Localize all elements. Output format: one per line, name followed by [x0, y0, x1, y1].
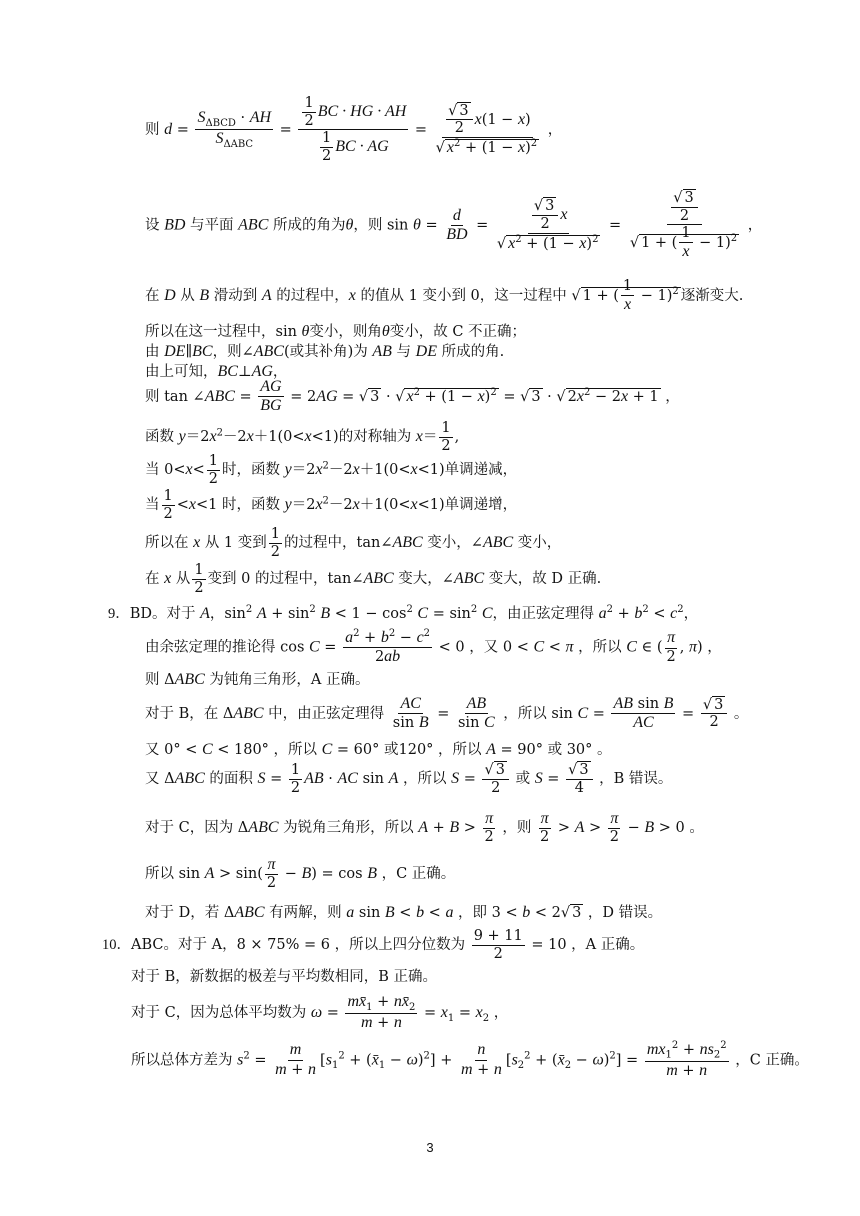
- line-22: 10．ABC。对于 A，8 × 75% = 6 ，所以上四分位数为 $\frac{9 + 11}{2}$ = 10 ，A 正确。: [102, 928, 645, 962]
- line-11: 所以在 x 从 1 变到 $\frac{1}{2}$ 的过程中，tan∠ABC 变小，∠ABC 变小，: [145, 526, 562, 560]
- line-12: 在 x 从 $\frac{1}{2}$ 变到 0 的过程中，tan∠ABC 变大，∠ABC 变大，故 D 正确.: [145, 562, 602, 596]
- line-13: 9．BD。对于 A，$\sin^2 A + \sin^2 B < 1 - \cos^2 C = \sin^2 C$，由正弦定理得 $a^2 + b^2 < c^2$，: [108, 604, 699, 622]
- line-17: 又 0° < C < 180° ，所以 C = 60° 或120° ，所以 A = 90° 或 30° 。: [145, 741, 612, 758]
- line-25: 所以总体方差为 $s^2$ = $\frac{m}{m + n}$ [$s_1^2$ + $(x̄_1 - \omega)^2$] + $\frac{n}{m + n}$ [$s_2^2$ + $(x̄_2 - \omega)^2$] = $\frac{mx_1^2 + ns_2^2}{m + n}$ ，C 正确。: [131, 1040, 809, 1080]
- line-14: 由余弦定理的推论得 cos C = $\frac{a^2 + b^2 - c^2}{2ab}$ < 0 ，又 0 < C < π ，所以 C ∈ ( $\frac{\pi}{2}$ , π) ，: [145, 628, 722, 666]
- line-10: 当 $\frac{1}{2}$ <x<1 时，函数 $y=2x^2-2x+1(0<x<1)$单调递增，: [145, 488, 518, 522]
- line-18: 又 ΔABC 的面积 S = $\frac{1}{2}$ AB · AC sin A ，所以 S = $\frac{√ 3}{2}$ 或 S = $\frac{√ 3}{4}$ ，B 错误。: [145, 762, 673, 796]
- line-8: 函数 $y=2x^2-2x+1(0<x<1)$的对称轴为 x＝ $\frac{1}{2}$ ,: [145, 420, 460, 454]
- line-5: 由 DE∥BC，则∠ABC(或其补角)为 AB 与 DE 所成的角.: [145, 343, 505, 360]
- line-1: 则 d = $\frac{S_{\Delta BCD} \cdot AH}{S_{\Delta ABC}}$ = $\frac{1}{2}$ BC · HG · AH $\frac{1}{2}$ BC · AG = $\frac{√ 3}{2}$ x(1 − x) √ $x^2 + (1 - x)^2$ ，: [145, 95, 563, 165]
- line-7: 则 tan ∠ABC = $\frac{AG}{BG}$ = 2AG = √ 3 · √ $x^2 + (1 - x)^2$ = √ 3 · √ $2x^2 - 2x + 1$ ，: [145, 378, 680, 415]
- line-6: 由上可知，BC⊥AG，: [145, 363, 288, 380]
- line-9: 当 0<x< $\frac{1}{2}$ 时，函数 $y=2x^2-2x+1(0<x<1)$单调递减，: [145, 453, 518, 487]
- line-16: 对于 B，在 ΔABC 中，由正弦定理得 $\frac{AC}{\text{sin B}}$ = $\frac{AB}{\text{sin C}}$ ，所以 sin C = $\frac{\text{AB sin B}}{AC}$ = $\frac{√ 3}{2}$ 。: [145, 695, 749, 732]
- line-20: 所以 sin A > sin( $\frac{\pi}{2}$ − B) = cos B ，C 正确。: [145, 856, 456, 892]
- line-3: 在 D 从 B 滑动到 A 的过程中，x 的值从 1 变小到 0，这一过程中 √ 1 + ( $\frac{1}{x}$ − 1)$^2$ 逐渐变大.: [145, 278, 744, 313]
- line-15: 则 ΔABC 为钝角三角形，A 正确。: [145, 671, 370, 688]
- line-23: 对于 B，新数据的极差与平均数相同，B 正确。: [131, 969, 438, 985]
- line-24: 对于 C，因为总体平均数为 ω = $\frac{mx̄_1 + nx̄_2}{m + n}$ = $x_1 = x_2$ ，: [131, 993, 509, 1032]
- page-number: 3: [426, 1140, 434, 1155]
- line-2: 设 BD 与平面 ABC 所成的角为θ，则 sin θ = $\frac{d}{BD}$ = $\frac{√ 3}{2}$ x √ $x^2 + (1 - x)^2$ = $\frac{√ 3}{2}$ √ 1 + ( $\frac{1}{x}$ − 1)$^2$ ，: [145, 190, 763, 261]
- line-21: 对于 D，若 ΔABC 有两解，则 a sin B < b < a ，即 3 < b < 2√ 3 ，D 错误。: [145, 904, 663, 921]
- line-4: 所以在这一过程中，sin θ变小，则角θ变小，故 C 不正确；: [145, 323, 527, 340]
- line-19: 对于 C，因为 ΔABC 为锐角三角形，所以 A + B > $\frac{\pi}{2}$ ，则 $\frac{\pi}{2}$ > A > $\frac{\pi}{2}$ − B > 0 。: [145, 810, 704, 846]
